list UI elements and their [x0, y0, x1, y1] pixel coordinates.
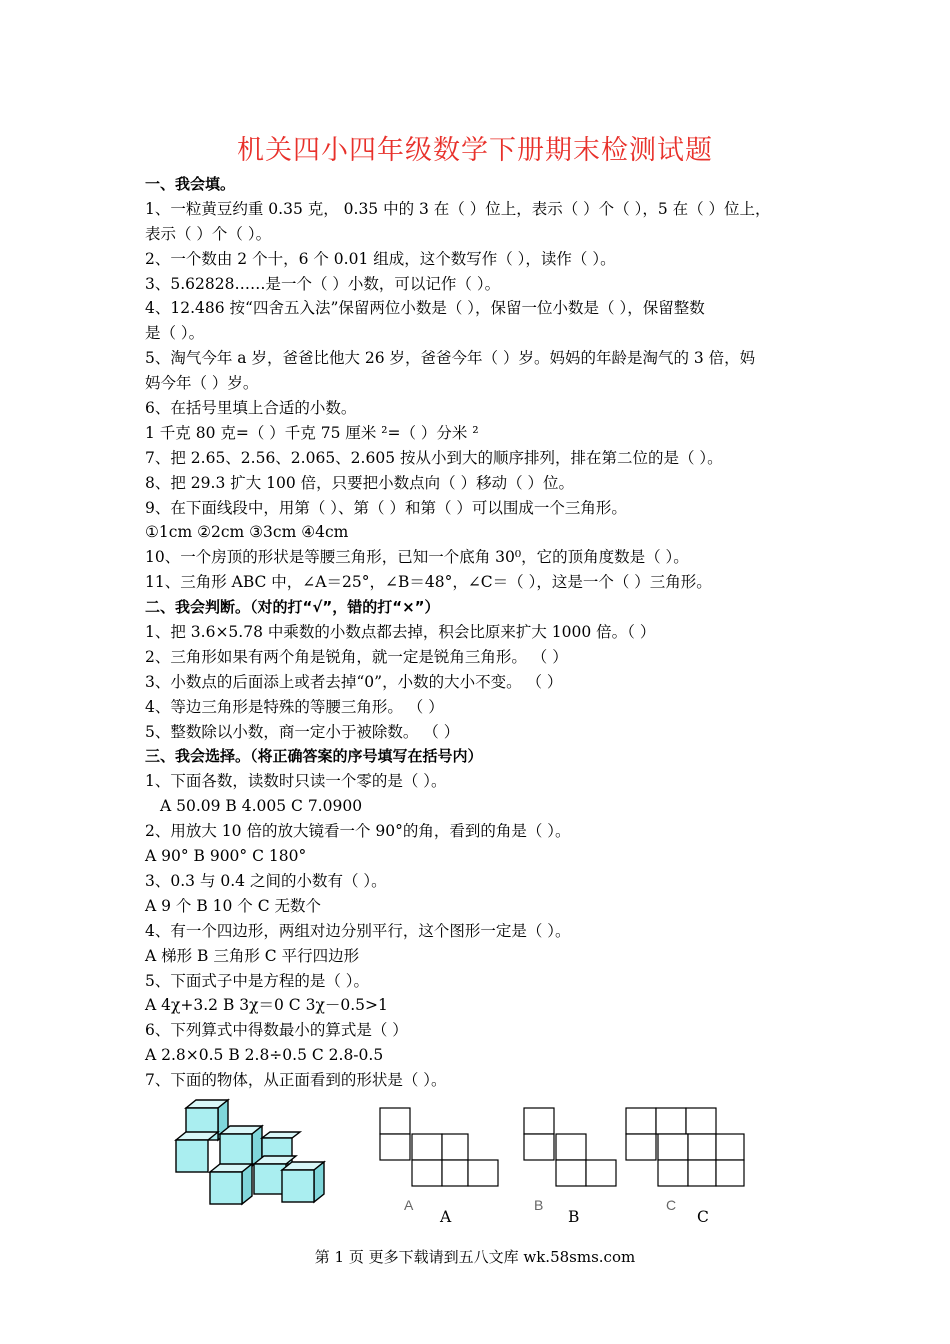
question-list — [145, 172, 825, 1093]
question-line: 4、有一个四边形，两组对边分别平行，这个图形一定是（ ）。 — [145, 921, 571, 940]
section-heading: 一、我会填。 — [145, 175, 236, 193]
question-line: 7、下面的物体，从正面看到的形状是（ ）。 — [145, 1071, 447, 1090]
question-line: 8、把 29.3 扩大 100 倍，只要把小数点向（ ）移动（ ）位。 — [145, 473, 575, 492]
option-a-view-grid — [378, 1106, 508, 1216]
question-line: 1、把 3.6×5.78 中乘数的小数点都去掉，积会比原来扩大 1000 倍。（ ） — [145, 623, 656, 642]
option-a-label: A — [440, 1208, 452, 1226]
question-line: 2、用放大 10 倍的放大镜看一个 90°的角，看到的角是（ ）。 — [145, 822, 571, 841]
question-line: 11、三角形 ABC 中，∠A＝25°，∠B＝48°，∠C＝（ ），这是一个（ ）三角形。 — [145, 573, 712, 592]
option-b-view-grid — [522, 1106, 632, 1216]
question-line: 4、12.486 按“四舍五入法”保留两位小数是（ ），保留一位小数是（ ），保留整数 — [145, 299, 705, 318]
question-line: 5、整数除以小数，商一定小于被除数。 （ ） — [145, 722, 460, 741]
question-line: A 50.09 B 4.005 C 7.0900 — [160, 797, 363, 816]
question-line: A 4χ+3.2 B 3χ＝0 C 3χ－0.5>1 — [145, 996, 388, 1015]
section-heading: 三、我会选择。（将正确答案的序号填写在括号内） — [145, 747, 483, 766]
question-7-figures — [150, 1090, 770, 1240]
question-line: A 梯形 B 三角形 C 平行四边形 — [145, 946, 360, 965]
question-line: 2、一个数由 2 个十，6 个 0.01 组成，这个数写作（ ），读作（ ）。 — [145, 249, 616, 268]
question-line: 9、在下面线段中，用第（ ）、第（ ）和第（ ）可以围成一个三角形。 — [145, 498, 627, 517]
question-line: 7、把 2.65、2.56、2.065、2.605 按从小到大的顺序排列，排在第二位的是（ ）。 — [145, 448, 723, 467]
question-line: 6、下列算式中得数最小的算式是（ ） — [145, 1021, 408, 1040]
option-b-sublabel: B — [534, 1197, 544, 1213]
page-title: 机关四小四年级数学下册期末检测试题 — [237, 135, 713, 166]
question-line: A 9 个 B 10 个 C 无数个 — [145, 896, 322, 915]
option-c-view-grid — [624, 1106, 754, 1216]
section-heading: 二、我会判断。（对的打“√”，错的打“×”） — [145, 598, 440, 617]
question-line: 10、一个房顶的形状是等腰三角形，已知一个底角 30⁰，它的顶角度数是（ ）。 — [145, 548, 689, 567]
question-line: A 2.8×0.5 B 2.8÷0.5 C 2.8-0.5 — [145, 1046, 384, 1065]
question-line: 表示（ ）个（ ）。 — [145, 224, 272, 243]
question-line: 4、等边三角形是特殊的等腰三角形。 （ ） — [145, 697, 444, 716]
option-a-sublabel: A — [404, 1197, 414, 1213]
option-b-label: B — [568, 1208, 580, 1226]
option-c-label: C — [697, 1208, 709, 1226]
option-c-sublabel: C — [666, 1197, 677, 1213]
question-line: 5、下面式子中是方程的是（ ）。 — [145, 971, 370, 990]
question-line: 6、在括号里填上合适的小数。 — [145, 399, 357, 418]
question-line: A 90° B 900° C 180° — [145, 847, 307, 866]
cube-stack-image — [162, 1094, 342, 1206]
question-line: 1、下面各数，读数时只读一个零的是（ ）。 — [145, 772, 447, 791]
question-line: 1 千克 80 克=（ ）千克 75 厘米 ²=（ ）分米 ² — [145, 423, 479, 442]
page-footer: 第 1 页 更多下载请到五八文库 wk.58sms.com — [314, 1248, 636, 1266]
question-line: 1、一粒黄豆约重 0.35 克， 0.35 中的 3 在（ ）位上，表示（ ）个（ ），5 在（ ）位上， — [145, 199, 771, 218]
question-line: 3、小数点的后面添上或者去掉“0”，小数的大小不变。 （ ） — [145, 672, 563, 691]
question-line: 3、0.3 与 0.4 之间的小数有（ ）。 — [145, 871, 387, 890]
question-line: 3、5.62828……是一个（ ）小数，可以记作（ ）。 — [145, 274, 501, 293]
question-line: 妈今年（ ）岁。 — [145, 374, 259, 393]
question-line: 是（ ）。 — [145, 324, 205, 343]
question-line: 2、三角形如果有两个角是锐角，就一定是锐角三角形。 （ ） — [145, 647, 568, 666]
question-line: ①1cm ②2cm ③3cm ④4cm — [145, 523, 349, 542]
question-line: 5、淘气今年 a 岁，爸爸比他大 26 岁，爸爸今年（ ）岁。妈妈的年龄是淘气的 3 倍，妈 — [145, 349, 756, 368]
